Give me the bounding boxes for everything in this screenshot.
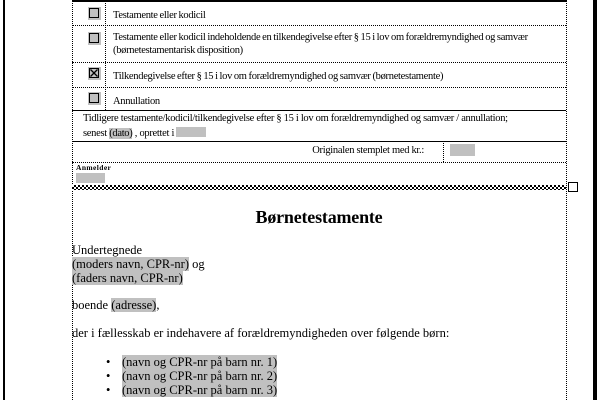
father-line bbox=[72, 272, 183, 285]
checkbox-column-divider bbox=[105, 0, 106, 110]
table-top-border bbox=[72, 0, 566, 2]
bullet-icon: • bbox=[106, 369, 111, 383]
bullet-icon: • bbox=[106, 355, 111, 369]
row-divider bbox=[72, 87, 566, 88]
page-edge-left bbox=[3, 0, 5, 400]
mother-name-form-field[interactable]: (moders navn, CPR-nr) bbox=[72, 257, 189, 271]
stamp-amount-form-field[interactable] bbox=[450, 144, 475, 156]
residence-suffix: , bbox=[156, 298, 160, 312]
mother-line bbox=[72, 258, 205, 271]
checkbox-box bbox=[89, 8, 99, 18]
mother-suffix: og bbox=[189, 257, 205, 271]
anmelder-label: Anmelder bbox=[76, 163, 112, 172]
bullet-icon: • bbox=[106, 383, 111, 397]
child-1-form-field[interactable]: (navn og CPR-nr på barn nr. 1) bbox=[122, 355, 278, 369]
row-divider bbox=[72, 162, 566, 163]
child-list-item bbox=[106, 370, 277, 383]
document-title: Børnetestamente bbox=[255, 207, 383, 227]
checkbox-testamente-tilkendegivelse[interactable] bbox=[88, 32, 101, 45]
residence-prefix: boende bbox=[72, 298, 112, 312]
child-2-form-field[interactable]: (navn og CPR-nr på barn nr. 2) bbox=[122, 369, 278, 383]
custody-line: der i fællesskab er indehavere af forældremyndigheden over følgende børn: bbox=[72, 326, 450, 340]
checkbox-x-mark-icon bbox=[88, 67, 101, 80]
anmelder-form-field[interactable] bbox=[76, 173, 105, 183]
section-divider bbox=[72, 110, 566, 111]
section-divider bbox=[72, 141, 566, 142]
residence-line bbox=[72, 299, 159, 312]
child-list-item bbox=[106, 384, 277, 397]
frame-boundary-right bbox=[566, 0, 567, 400]
option-label: Tilkendegivelse efter § 15 i lov om forældremyndighed og samvær (børnetestamente) bbox=[113, 71, 444, 82]
intro-line: Undertegnede bbox=[72, 243, 143, 257]
previous-testament-line2 bbox=[83, 127, 206, 139]
created-in-form-field[interactable] bbox=[176, 127, 206, 137]
row-divider bbox=[72, 25, 566, 26]
oprettet-label: , oprettet i bbox=[132, 128, 177, 139]
date-form-field[interactable]: (dato) bbox=[109, 128, 133, 139]
father-name-form-field[interactable]: (faders navn, CPR-nr) bbox=[72, 271, 183, 285]
child-3-form-field[interactable]: (navn og CPR-nr på barn nr. 3) bbox=[122, 383, 278, 397]
option-label: Testamente eller kodicil bbox=[113, 10, 206, 21]
checkbox-tilkendegivelse-checked[interactable] bbox=[88, 67, 101, 80]
checkbox-box bbox=[89, 93, 99, 103]
senest-label: senest bbox=[83, 128, 110, 139]
row-divider bbox=[72, 62, 566, 63]
child-list-item bbox=[106, 356, 277, 369]
frame-resize-handle[interactable] bbox=[568, 182, 578, 192]
option-label: Annullation bbox=[113, 96, 160, 107]
stamp-field-divider bbox=[443, 141, 444, 162]
stamp-label: Originalen stemplet med kr.: bbox=[312, 145, 424, 156]
checkbox-testamente[interactable] bbox=[88, 7, 101, 20]
address-form-field[interactable]: (adresse) bbox=[111, 298, 157, 312]
checkbox-box bbox=[89, 33, 99, 43]
option-label: Testamente eller kodicil indeholdende en tilkendegivelse efter § 15 i lov om forældremyndighed og samvær (børnetestamentarisk disposition) bbox=[113, 32, 528, 56]
checkbox-annullation[interactable] bbox=[88, 92, 101, 105]
page-edge-right bbox=[593, 0, 597, 400]
document-body-frame bbox=[72, 190, 566, 400]
registration-form-table bbox=[72, 0, 566, 186]
previous-testament-line1: Tidligere testamente/kodicil/tilkendegivelse efter § 15 i lov om forældremyndighed og samvær / annullation; bbox=[83, 113, 508, 124]
